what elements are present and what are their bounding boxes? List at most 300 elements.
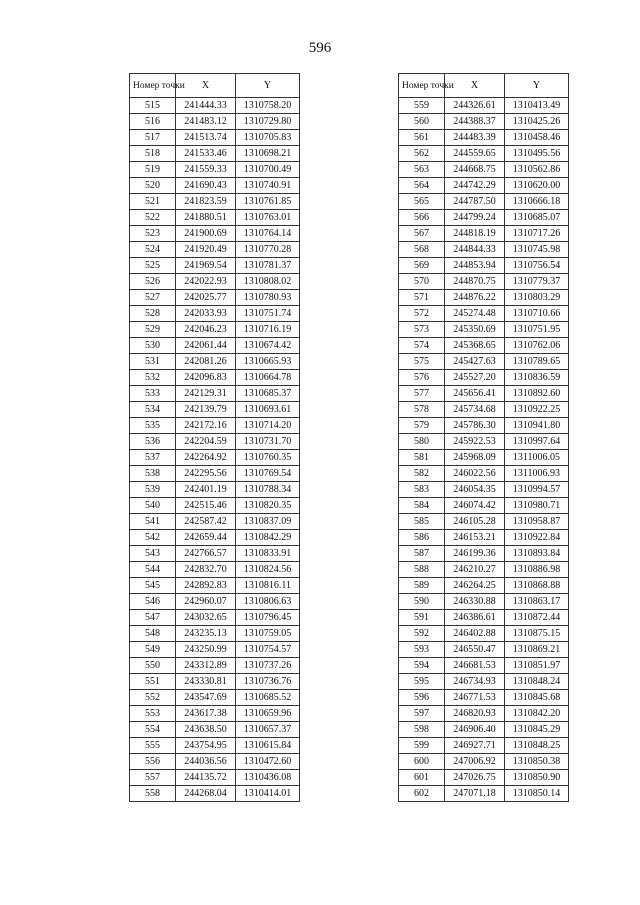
y-coordinate-cell: 1310710.66 bbox=[505, 306, 569, 322]
point-number-cell: 559 bbox=[399, 98, 445, 114]
y-coordinate-cell: 1310740.91 bbox=[236, 178, 300, 194]
y-coordinate-cell: 1310845.29 bbox=[505, 722, 569, 738]
table-row bbox=[399, 146, 569, 162]
y-coordinate-cell: 1310751.74 bbox=[236, 306, 300, 322]
y-coordinate-cell: 1310808.02 bbox=[236, 274, 300, 290]
point-number-cell: 589 bbox=[399, 578, 445, 594]
x-coordinate-cell: 242022.93 bbox=[176, 274, 236, 290]
x-coordinate-cell: 241823.59 bbox=[176, 194, 236, 210]
table-row bbox=[130, 546, 300, 562]
x-coordinate-cell: 245368.65 bbox=[445, 338, 505, 354]
y-coordinate-cell: 1310495.56 bbox=[505, 146, 569, 162]
y-coordinate-cell: 1310868.88 bbox=[505, 578, 569, 594]
header-point-number: Номер точки bbox=[399, 74, 445, 98]
table-row bbox=[399, 418, 569, 434]
table-row bbox=[130, 626, 300, 642]
table-row bbox=[399, 178, 569, 194]
point-number-cell: 600 bbox=[399, 754, 445, 770]
table-row bbox=[130, 610, 300, 626]
point-number-cell: 588 bbox=[399, 562, 445, 578]
point-number-cell: 563 bbox=[399, 162, 445, 178]
table-header-row bbox=[399, 74, 569, 98]
x-coordinate-cell: 246153.21 bbox=[445, 530, 505, 546]
y-coordinate-cell: 1310994.57 bbox=[505, 482, 569, 498]
x-coordinate-cell: 246734.93 bbox=[445, 674, 505, 690]
table-row bbox=[399, 466, 569, 482]
y-coordinate-cell: 1310796.45 bbox=[236, 610, 300, 626]
point-number-cell: 556 bbox=[130, 754, 176, 770]
x-coordinate-cell: 246771.53 bbox=[445, 690, 505, 706]
table-row bbox=[399, 498, 569, 514]
y-coordinate-cell: 1310842.29 bbox=[236, 530, 300, 546]
x-coordinate-cell: 243617.38 bbox=[176, 706, 236, 722]
table-row bbox=[130, 530, 300, 546]
x-coordinate-cell: 244787.50 bbox=[445, 194, 505, 210]
x-coordinate-cell: 244870.75 bbox=[445, 274, 505, 290]
y-coordinate-cell: 1310751.95 bbox=[505, 322, 569, 338]
y-coordinate-cell: 1310863.17 bbox=[505, 594, 569, 610]
point-number-cell: 532 bbox=[130, 370, 176, 386]
x-coordinate-cell: 242081.26 bbox=[176, 354, 236, 370]
y-coordinate-cell: 1310657.37 bbox=[236, 722, 300, 738]
header-y: Y bbox=[236, 74, 300, 98]
coordinates-table-right bbox=[398, 73, 569, 802]
x-coordinate-cell: 244483.39 bbox=[445, 130, 505, 146]
table-row bbox=[130, 722, 300, 738]
point-number-cell: 567 bbox=[399, 226, 445, 242]
y-coordinate-cell: 1310413.49 bbox=[505, 98, 569, 114]
table-row bbox=[399, 546, 569, 562]
y-coordinate-cell: 1310436.08 bbox=[236, 770, 300, 786]
table-row bbox=[130, 594, 300, 610]
table-row bbox=[399, 386, 569, 402]
y-coordinate-cell: 1310714.20 bbox=[236, 418, 300, 434]
x-coordinate-cell: 242960.07 bbox=[176, 594, 236, 610]
table-row bbox=[130, 418, 300, 434]
y-coordinate-cell: 1310716.19 bbox=[236, 322, 300, 338]
table-row bbox=[130, 658, 300, 674]
point-number-cell: 596 bbox=[399, 690, 445, 706]
point-number-cell: 594 bbox=[399, 658, 445, 674]
y-coordinate-cell: 1310665.93 bbox=[236, 354, 300, 370]
table-row bbox=[399, 306, 569, 322]
table-row bbox=[399, 162, 569, 178]
table-row bbox=[130, 754, 300, 770]
point-number-cell: 535 bbox=[130, 418, 176, 434]
y-coordinate-cell: 1310837.09 bbox=[236, 514, 300, 530]
x-coordinate-cell: 243250.99 bbox=[176, 642, 236, 658]
x-coordinate-cell: 241513.74 bbox=[176, 130, 236, 146]
point-number-cell: 536 bbox=[130, 434, 176, 450]
x-coordinate-cell: 245656.41 bbox=[445, 386, 505, 402]
x-coordinate-cell: 243032.65 bbox=[176, 610, 236, 626]
x-coordinate-cell: 244799.24 bbox=[445, 210, 505, 226]
y-coordinate-cell: 1310736.76 bbox=[236, 674, 300, 690]
table-row bbox=[130, 402, 300, 418]
table-row bbox=[399, 722, 569, 738]
x-coordinate-cell: 246105.28 bbox=[445, 514, 505, 530]
x-coordinate-cell: 246402.88 bbox=[445, 626, 505, 642]
y-coordinate-cell: 1310759.05 bbox=[236, 626, 300, 642]
y-coordinate-cell: 1310851.97 bbox=[505, 658, 569, 674]
x-coordinate-cell: 244818.19 bbox=[445, 226, 505, 242]
table-row bbox=[130, 674, 300, 690]
x-coordinate-cell: 246199.36 bbox=[445, 546, 505, 562]
x-coordinate-cell: 241969.54 bbox=[176, 258, 236, 274]
x-coordinate-cell: 244668.75 bbox=[445, 162, 505, 178]
x-coordinate-cell: 242832.70 bbox=[176, 562, 236, 578]
header-x: X bbox=[445, 74, 505, 98]
table-row bbox=[399, 642, 569, 658]
table-row bbox=[399, 690, 569, 706]
y-coordinate-cell: 1310842.20 bbox=[505, 706, 569, 722]
y-coordinate-cell: 1310674.42 bbox=[236, 338, 300, 354]
y-coordinate-cell: 1310845.68 bbox=[505, 690, 569, 706]
coordinates-table-left bbox=[129, 73, 300, 802]
y-coordinate-cell: 1310737.26 bbox=[236, 658, 300, 674]
point-number-cell: 584 bbox=[399, 498, 445, 514]
x-coordinate-cell: 244844.33 bbox=[445, 242, 505, 258]
table-row bbox=[399, 594, 569, 610]
y-coordinate-cell: 1310693.61 bbox=[236, 402, 300, 418]
y-coordinate-cell: 1310666.18 bbox=[505, 194, 569, 210]
header-x: X bbox=[176, 74, 236, 98]
y-coordinate-cell: 1310816.11 bbox=[236, 578, 300, 594]
table-row bbox=[399, 562, 569, 578]
point-number-cell: 597 bbox=[399, 706, 445, 722]
x-coordinate-cell: 242139.79 bbox=[176, 402, 236, 418]
point-number-cell: 552 bbox=[130, 690, 176, 706]
y-coordinate-cell: 1310850.38 bbox=[505, 754, 569, 770]
point-number-cell: 551 bbox=[130, 674, 176, 690]
y-coordinate-cell: 1310781.37 bbox=[236, 258, 300, 274]
y-coordinate-cell: 1310958.87 bbox=[505, 514, 569, 530]
point-number-cell: 574 bbox=[399, 338, 445, 354]
x-coordinate-cell: 242061.44 bbox=[176, 338, 236, 354]
y-coordinate-cell: 1310705.83 bbox=[236, 130, 300, 146]
table-row bbox=[399, 354, 569, 370]
x-coordinate-cell: 245527.20 bbox=[445, 370, 505, 386]
point-number-cell: 585 bbox=[399, 514, 445, 530]
table-row bbox=[130, 386, 300, 402]
y-coordinate-cell: 1310425.26 bbox=[505, 114, 569, 130]
x-coordinate-cell: 243235.13 bbox=[176, 626, 236, 642]
point-number-cell: 577 bbox=[399, 386, 445, 402]
point-number-cell: 601 bbox=[399, 770, 445, 786]
table-row bbox=[130, 338, 300, 354]
x-coordinate-cell: 245786.30 bbox=[445, 418, 505, 434]
point-number-cell: 515 bbox=[130, 98, 176, 114]
table-row bbox=[399, 610, 569, 626]
table-row bbox=[130, 162, 300, 178]
point-number-cell: 525 bbox=[130, 258, 176, 274]
table-row bbox=[399, 674, 569, 690]
point-number-cell: 531 bbox=[130, 354, 176, 370]
point-number-cell: 537 bbox=[130, 450, 176, 466]
table-row bbox=[130, 258, 300, 274]
table-row bbox=[399, 706, 569, 722]
table-body-right bbox=[399, 98, 569, 802]
point-number-cell: 516 bbox=[130, 114, 176, 130]
table-row bbox=[399, 226, 569, 242]
y-coordinate-cell: 1310685.52 bbox=[236, 690, 300, 706]
y-coordinate-cell: 1310761.85 bbox=[236, 194, 300, 210]
x-coordinate-cell: 244135.72 bbox=[176, 770, 236, 786]
table-row bbox=[130, 210, 300, 226]
y-coordinate-cell: 1310717.26 bbox=[505, 226, 569, 242]
y-coordinate-cell: 1310762.06 bbox=[505, 338, 569, 354]
y-coordinate-cell: 1310760.35 bbox=[236, 450, 300, 466]
table-row bbox=[130, 498, 300, 514]
y-coordinate-cell: 1310620.00 bbox=[505, 178, 569, 194]
table-row bbox=[130, 194, 300, 210]
x-coordinate-cell: 241920.49 bbox=[176, 242, 236, 258]
y-coordinate-cell: 1310997.64 bbox=[505, 434, 569, 450]
y-coordinate-cell: 1310848.25 bbox=[505, 738, 569, 754]
point-number-cell: 517 bbox=[130, 130, 176, 146]
y-coordinate-cell: 1310886.98 bbox=[505, 562, 569, 578]
table-row bbox=[399, 578, 569, 594]
y-coordinate-cell: 1310700.49 bbox=[236, 162, 300, 178]
y-coordinate-cell: 1311006.05 bbox=[505, 450, 569, 466]
x-coordinate-cell: 246022.56 bbox=[445, 466, 505, 482]
point-number-cell: 587 bbox=[399, 546, 445, 562]
table-row bbox=[399, 658, 569, 674]
point-number-cell: 530 bbox=[130, 338, 176, 354]
point-number-cell: 562 bbox=[399, 146, 445, 162]
point-number-cell: 579 bbox=[399, 418, 445, 434]
x-coordinate-cell: 242515.46 bbox=[176, 498, 236, 514]
point-number-cell: 569 bbox=[399, 258, 445, 274]
point-number-cell: 593 bbox=[399, 642, 445, 658]
table-row bbox=[130, 354, 300, 370]
y-coordinate-cell: 1310850.90 bbox=[505, 770, 569, 786]
table-row bbox=[399, 210, 569, 226]
x-coordinate-cell: 247006.92 bbox=[445, 754, 505, 770]
table-row bbox=[130, 114, 300, 130]
x-coordinate-cell: 246210.27 bbox=[445, 562, 505, 578]
y-coordinate-cell: 1310659.96 bbox=[236, 706, 300, 722]
table-row bbox=[399, 530, 569, 546]
y-coordinate-cell: 1310731.70 bbox=[236, 434, 300, 450]
y-coordinate-cell: 1310892.60 bbox=[505, 386, 569, 402]
point-number-cell: 575 bbox=[399, 354, 445, 370]
table-row bbox=[130, 738, 300, 754]
x-coordinate-cell: 246386.61 bbox=[445, 610, 505, 626]
point-number-cell: 566 bbox=[399, 210, 445, 226]
table-row bbox=[399, 482, 569, 498]
x-coordinate-cell: 242204.59 bbox=[176, 434, 236, 450]
point-number-cell: 572 bbox=[399, 306, 445, 322]
y-coordinate-cell: 1310875.15 bbox=[505, 626, 569, 642]
y-coordinate-cell: 1310685.37 bbox=[236, 386, 300, 402]
y-coordinate-cell: 1310756.54 bbox=[505, 258, 569, 274]
point-number-cell: 583 bbox=[399, 482, 445, 498]
x-coordinate-cell: 244876.22 bbox=[445, 290, 505, 306]
y-coordinate-cell: 1310745.98 bbox=[505, 242, 569, 258]
point-number-cell: 582 bbox=[399, 466, 445, 482]
x-coordinate-cell: 245922.53 bbox=[445, 434, 505, 450]
y-coordinate-cell: 1310685.07 bbox=[505, 210, 569, 226]
point-number-cell: 573 bbox=[399, 322, 445, 338]
table-row bbox=[130, 178, 300, 194]
point-number-cell: 599 bbox=[399, 738, 445, 754]
table-row bbox=[399, 274, 569, 290]
point-number-cell: 519 bbox=[130, 162, 176, 178]
point-number-cell: 554 bbox=[130, 722, 176, 738]
table-row bbox=[399, 258, 569, 274]
x-coordinate-cell: 242025.77 bbox=[176, 290, 236, 306]
x-coordinate-cell: 242401.19 bbox=[176, 482, 236, 498]
x-coordinate-cell: 244036.56 bbox=[176, 754, 236, 770]
x-coordinate-cell: 243754.95 bbox=[176, 738, 236, 754]
point-number-cell: 570 bbox=[399, 274, 445, 290]
point-number-cell: 595 bbox=[399, 674, 445, 690]
point-number-cell: 544 bbox=[130, 562, 176, 578]
table-row bbox=[130, 322, 300, 338]
y-coordinate-cell: 1310803.29 bbox=[505, 290, 569, 306]
y-coordinate-cell: 1310764.14 bbox=[236, 226, 300, 242]
x-coordinate-cell: 245427.63 bbox=[445, 354, 505, 370]
table-row bbox=[130, 306, 300, 322]
table-row bbox=[399, 450, 569, 466]
y-coordinate-cell: 1310872.44 bbox=[505, 610, 569, 626]
x-coordinate-cell: 245734.68 bbox=[445, 402, 505, 418]
x-coordinate-cell: 241533.46 bbox=[176, 146, 236, 162]
y-coordinate-cell: 1310458.46 bbox=[505, 130, 569, 146]
x-coordinate-cell: 244388.37 bbox=[445, 114, 505, 130]
table-row bbox=[399, 370, 569, 386]
table-row bbox=[130, 578, 300, 594]
x-coordinate-cell: 246054.35 bbox=[445, 482, 505, 498]
point-number-cell: 539 bbox=[130, 482, 176, 498]
point-number-cell: 540 bbox=[130, 498, 176, 514]
table-row bbox=[399, 242, 569, 258]
table-row bbox=[399, 130, 569, 146]
x-coordinate-cell: 246550.47 bbox=[445, 642, 505, 658]
x-coordinate-cell: 242892.83 bbox=[176, 578, 236, 594]
point-number-cell: 565 bbox=[399, 194, 445, 210]
y-coordinate-cell: 1310833.91 bbox=[236, 546, 300, 562]
table-row bbox=[399, 290, 569, 306]
point-number-cell: 527 bbox=[130, 290, 176, 306]
y-coordinate-cell: 1310754.57 bbox=[236, 642, 300, 658]
table-row bbox=[130, 242, 300, 258]
page-number: 596 bbox=[308, 40, 332, 56]
x-coordinate-cell: 241483.12 bbox=[176, 114, 236, 130]
table-row bbox=[399, 434, 569, 450]
point-number-cell: 549 bbox=[130, 642, 176, 658]
x-coordinate-cell: 245274.48 bbox=[445, 306, 505, 322]
y-coordinate-cell: 1310922.84 bbox=[505, 530, 569, 546]
point-number-cell: 528 bbox=[130, 306, 176, 322]
y-coordinate-cell: 1310824.56 bbox=[236, 562, 300, 578]
point-number-cell: 553 bbox=[130, 706, 176, 722]
x-coordinate-cell: 242587.42 bbox=[176, 514, 236, 530]
table-row bbox=[130, 450, 300, 466]
table-row bbox=[130, 434, 300, 450]
x-coordinate-cell: 246074.42 bbox=[445, 498, 505, 514]
y-coordinate-cell: 1310780.93 bbox=[236, 290, 300, 306]
x-coordinate-cell: 241559.33 bbox=[176, 162, 236, 178]
x-coordinate-cell: 241880.51 bbox=[176, 210, 236, 226]
table-row bbox=[399, 194, 569, 210]
y-coordinate-cell: 1311006.93 bbox=[505, 466, 569, 482]
y-coordinate-cell: 1310698.21 bbox=[236, 146, 300, 162]
y-coordinate-cell: 1310980.71 bbox=[505, 498, 569, 514]
x-coordinate-cell: 242766.57 bbox=[176, 546, 236, 562]
point-number-cell: 546 bbox=[130, 594, 176, 610]
table-row bbox=[399, 770, 569, 786]
point-number-cell: 581 bbox=[399, 450, 445, 466]
y-coordinate-cell: 1310836.59 bbox=[505, 370, 569, 386]
x-coordinate-cell: 245968.09 bbox=[445, 450, 505, 466]
x-coordinate-cell: 242172.16 bbox=[176, 418, 236, 434]
point-number-cell: 529 bbox=[130, 322, 176, 338]
x-coordinate-cell: 244742.29 bbox=[445, 178, 505, 194]
point-number-cell: 533 bbox=[130, 386, 176, 402]
table-row bbox=[130, 290, 300, 306]
y-coordinate-cell: 1310615.84 bbox=[236, 738, 300, 754]
point-number-cell: 521 bbox=[130, 194, 176, 210]
table-row bbox=[130, 482, 300, 498]
table-row bbox=[130, 786, 300, 802]
x-coordinate-cell: 242659.44 bbox=[176, 530, 236, 546]
table-row bbox=[130, 274, 300, 290]
x-coordinate-cell: 242033.93 bbox=[176, 306, 236, 322]
point-number-cell: 550 bbox=[130, 658, 176, 674]
x-coordinate-cell: 246330.88 bbox=[445, 594, 505, 610]
point-number-cell: 520 bbox=[130, 178, 176, 194]
table-row bbox=[130, 370, 300, 386]
table-row bbox=[130, 770, 300, 786]
y-coordinate-cell: 1310806.63 bbox=[236, 594, 300, 610]
y-coordinate-cell: 1310414.01 bbox=[236, 786, 300, 802]
table-row bbox=[399, 738, 569, 754]
point-number-cell: 592 bbox=[399, 626, 445, 642]
point-number-cell: 571 bbox=[399, 290, 445, 306]
point-number-cell: 524 bbox=[130, 242, 176, 258]
point-number-cell: 564 bbox=[399, 178, 445, 194]
x-coordinate-cell: 244326.61 bbox=[445, 98, 505, 114]
point-number-cell: 590 bbox=[399, 594, 445, 610]
y-coordinate-cell: 1310789.65 bbox=[505, 354, 569, 370]
table-row bbox=[399, 754, 569, 770]
x-coordinate-cell: 242129.31 bbox=[176, 386, 236, 402]
x-coordinate-cell: 247071.18 bbox=[445, 786, 505, 802]
x-coordinate-cell: 244559.65 bbox=[445, 146, 505, 162]
x-coordinate-cell: 246681.53 bbox=[445, 658, 505, 674]
x-coordinate-cell: 245350.69 bbox=[445, 322, 505, 338]
y-coordinate-cell: 1310850.14 bbox=[505, 786, 569, 802]
table-row bbox=[130, 514, 300, 530]
y-coordinate-cell: 1310758.20 bbox=[236, 98, 300, 114]
point-number-cell: 555 bbox=[130, 738, 176, 754]
y-coordinate-cell: 1310922.25 bbox=[505, 402, 569, 418]
point-number-cell: 576 bbox=[399, 370, 445, 386]
y-coordinate-cell: 1310779.37 bbox=[505, 274, 569, 290]
y-coordinate-cell: 1310941.80 bbox=[505, 418, 569, 434]
x-coordinate-cell: 242295.56 bbox=[176, 466, 236, 482]
x-coordinate-cell: 244853.94 bbox=[445, 258, 505, 274]
table-row bbox=[399, 514, 569, 530]
x-coordinate-cell: 246264.25 bbox=[445, 578, 505, 594]
x-coordinate-cell: 242046.23 bbox=[176, 322, 236, 338]
table-row bbox=[399, 338, 569, 354]
header-point-number: Номер точки bbox=[130, 74, 176, 98]
point-number-cell: 578 bbox=[399, 402, 445, 418]
y-coordinate-cell: 1310820.35 bbox=[236, 498, 300, 514]
